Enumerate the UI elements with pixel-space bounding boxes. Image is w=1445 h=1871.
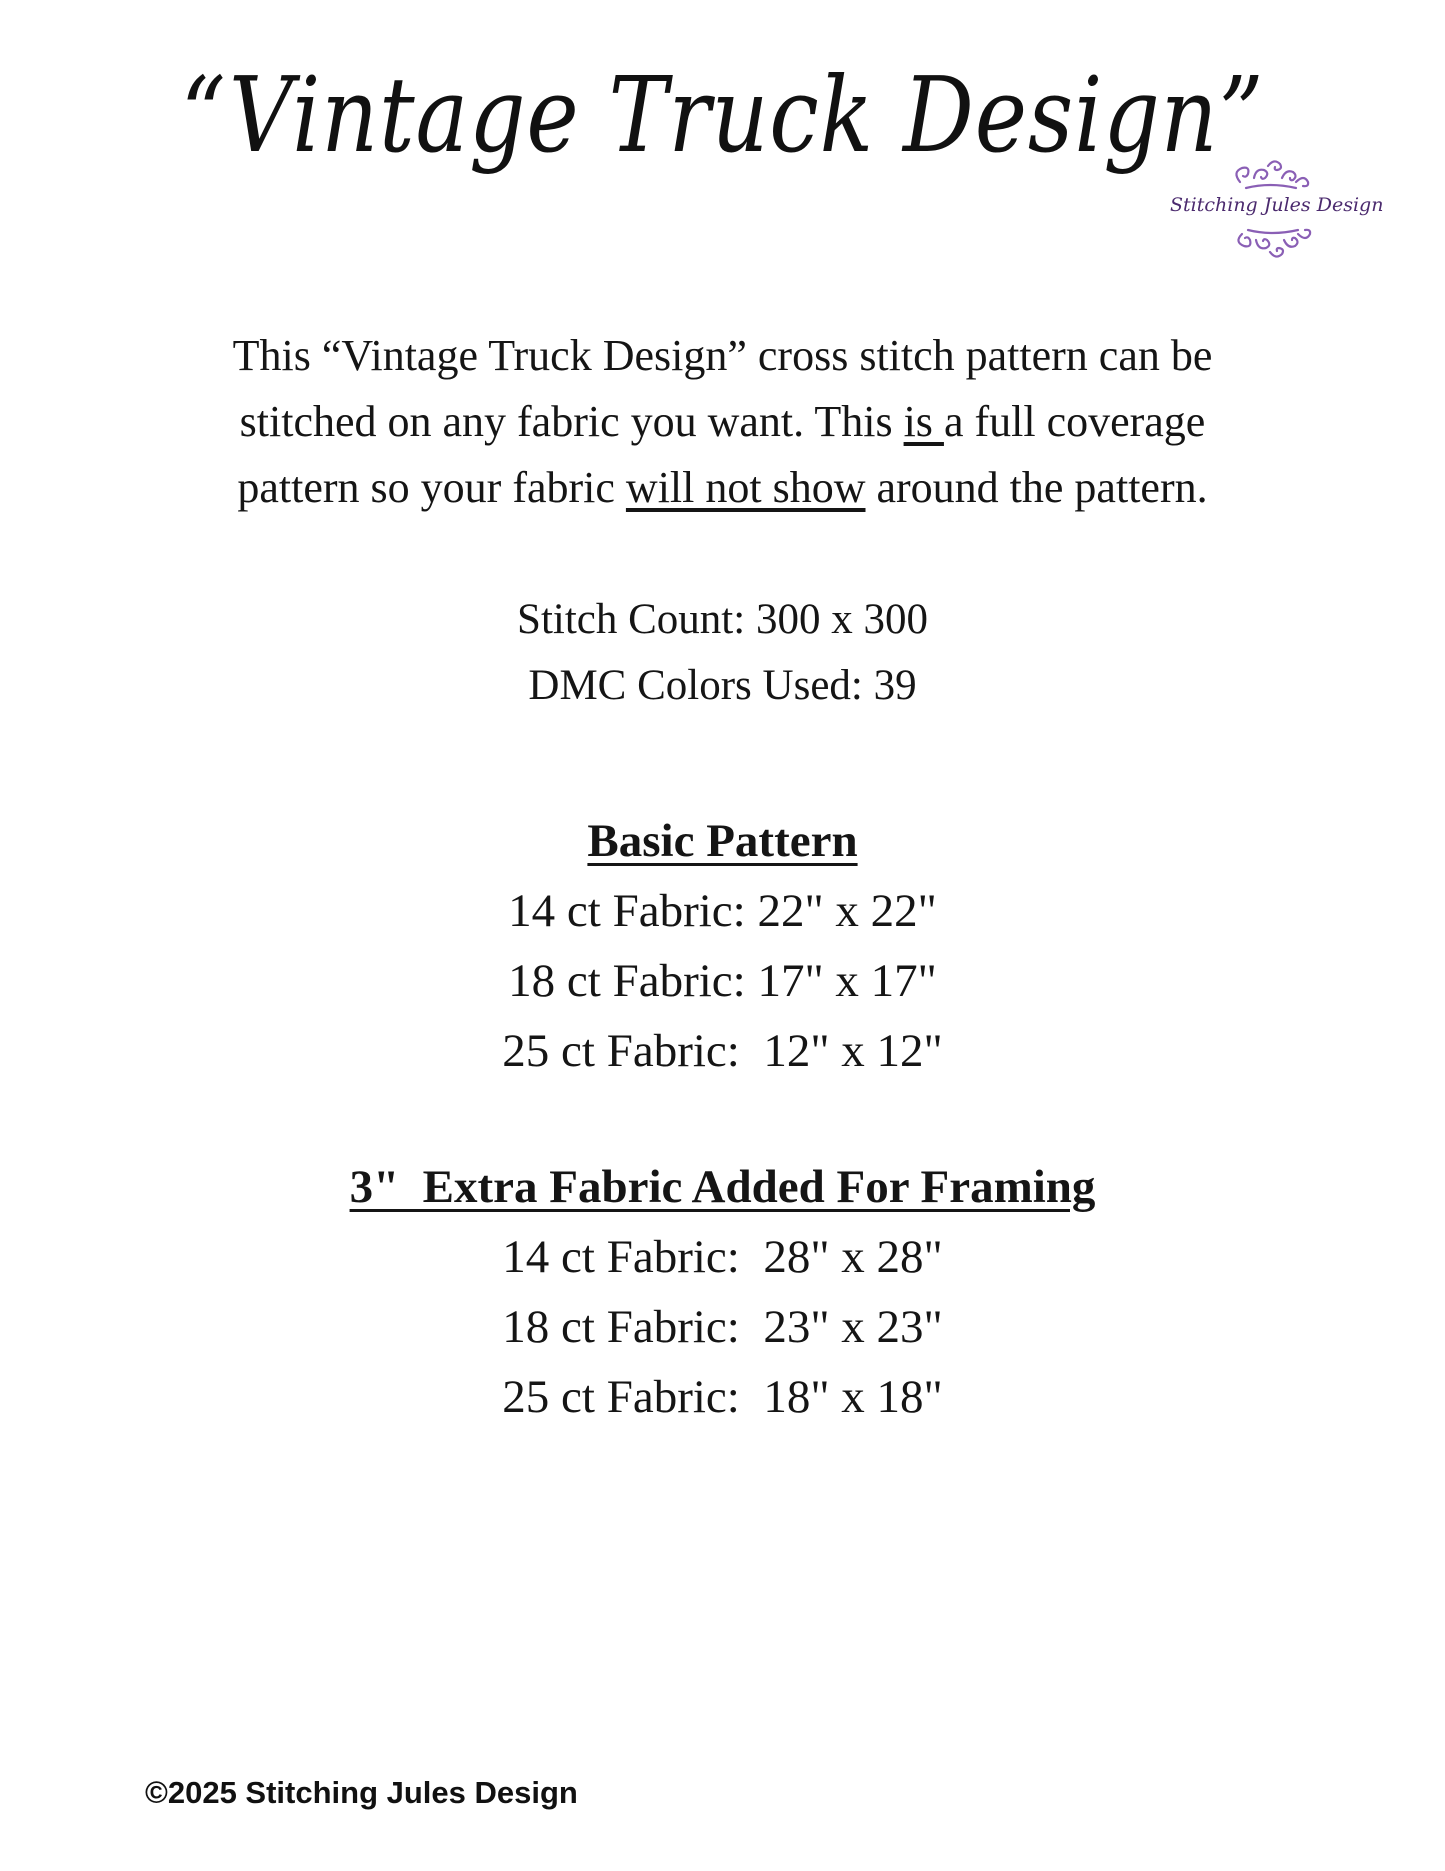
intro-underlined-text: is bbox=[903, 397, 944, 446]
fabric-size-row: 14 ct Fabric: 22" x 22" bbox=[508, 885, 937, 937]
stitch-count: Stitch Count: 300 x 300 bbox=[517, 596, 928, 643]
fabric-size-row: 14 ct Fabric: 28" x 28" bbox=[502, 1231, 943, 1283]
intro-line: This “Vintage Truck Design” cross stitch pattern can be bbox=[232, 331, 1213, 380]
fabric-size-row: 18 ct Fabric: 23" x 23" bbox=[502, 1301, 943, 1353]
fabric-size-row: 25 ct Fabric: 18" x 18" bbox=[502, 1371, 943, 1423]
brand-logo bbox=[1170, 152, 1384, 272]
logo-text: Stitching Jules Design bbox=[1170, 194, 1384, 216]
section-heading: 3" Extra Fabric Added For Framing bbox=[349, 1161, 1096, 1213]
intro-text: pattern so your fabric bbox=[237, 463, 626, 512]
colors-used: DMC Colors Used: 39 bbox=[528, 662, 917, 709]
intro-paragraph bbox=[160, 323, 1285, 521]
intro-line bbox=[160, 389, 1285, 455]
framing-section bbox=[0, 1152, 1445, 1432]
fabric-size-row: 25 ct Fabric: 12" x 12" bbox=[502, 1025, 943, 1077]
intro-line bbox=[160, 455, 1285, 521]
basic-pattern-section bbox=[0, 806, 1445, 1086]
intro-underlined-text: will not show bbox=[625, 463, 866, 512]
intro-text: a full coverage bbox=[943, 397, 1206, 446]
fabric-size-row: 18 ct Fabric: 17" x 17" bbox=[508, 955, 937, 1007]
section-heading: Basic Pattern bbox=[587, 815, 858, 867]
copyright-footer: ©2025 Stitching Jules Design bbox=[145, 1775, 578, 1810]
intro-text: stitched on any fabric you want. This bbox=[239, 397, 904, 446]
intro-text: around the pattern. bbox=[865, 463, 1208, 512]
page-title: “Vintage Truck Design” bbox=[180, 54, 1265, 176]
pattern-stats bbox=[0, 587, 1445, 719]
